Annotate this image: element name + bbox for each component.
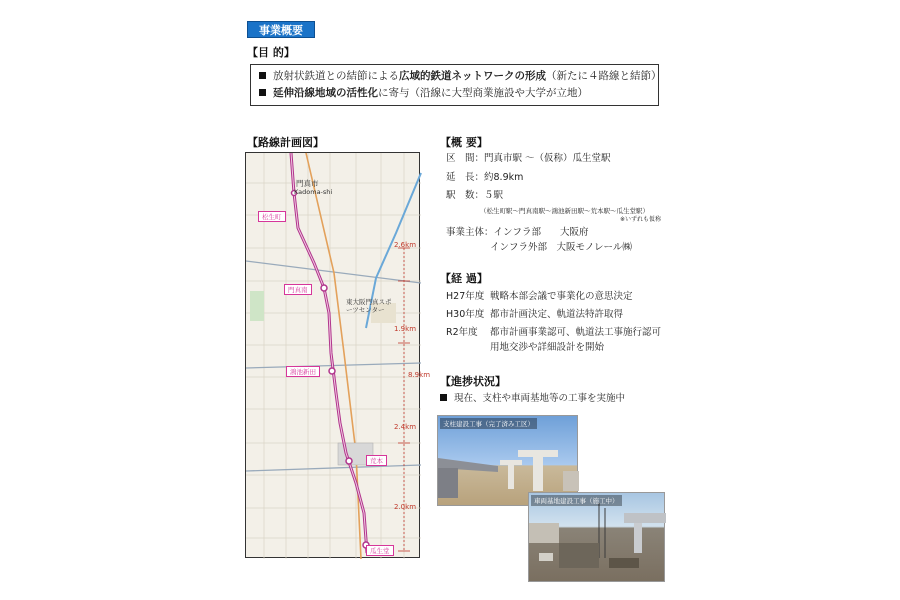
purpose-box	[250, 64, 662, 106]
overview-section: 区 間：門真市駅 ～（仮称）瓜生堂駅	[446, 153, 611, 164]
overview-length: 延 長：約8.9km	[446, 172, 524, 183]
distance-label: 2.0km	[394, 503, 417, 511]
station-label-5: 瓜生堂	[366, 545, 394, 556]
overview-stations-note: ※いずれも仮称	[620, 216, 662, 223]
bullet-square-icon	[259, 72, 266, 79]
history-item: 用地交渉や詳細設計を開始	[490, 342, 605, 353]
purpose-item	[259, 68, 662, 85]
purpose-text: に寄与（沿線に大型商業施設や大学が立地）	[378, 87, 588, 99]
history-item: R2年度 都市計画事業認可、軌道法工事施行認可	[446, 327, 662, 338]
depot-photo-svg	[529, 493, 666, 583]
bullet-square-icon	[440, 394, 447, 401]
photo1-caption: 支柱建設工事（完了済み工区）	[440, 418, 537, 429]
history-item: H30年度 都市計画決定、軌道法特許取得	[446, 309, 624, 320]
station-label-3: 鴻池新田	[286, 366, 320, 377]
distance-label: 2.6km	[394, 241, 417, 249]
purpose-heading: 【目 的】	[247, 46, 295, 59]
distance-label: 2.4km	[394, 423, 417, 431]
section-badge: 事業概要	[247, 21, 315, 38]
history-heading: 【経 過】	[440, 272, 488, 285]
map-heading: 【路線計画図】	[247, 136, 324, 149]
status-heading: 【進捗状況】	[440, 375, 506, 388]
overview-stations-detail: （松生町駅～門真南駅～鴻池新田駅～荒本駅～瓜生堂駅）	[480, 207, 649, 215]
construction-photo-depot	[528, 492, 665, 582]
route-map	[245, 152, 431, 558]
history-item: H27年度 戦略本部会議で事業化の意思決定	[446, 291, 633, 302]
photo2-caption: 車両基地建設工事（施工中）	[531, 495, 622, 506]
purpose-bold: 広域的鉄道ネットワークの形成	[399, 70, 546, 82]
purpose-item	[259, 85, 650, 102]
distance-label: 1.9km	[394, 325, 417, 333]
overview-operator-2: インフラ外部 大阪モノレール㈱	[490, 242, 632, 253]
purpose-text: 放射状鉄道との結節による	[273, 70, 399, 82]
station-label-1: 松生町	[258, 211, 286, 222]
station-label-2: 門真南	[284, 284, 312, 295]
map-park-label: 東大阪門真スポーツセンター	[346, 298, 392, 314]
status-item: 現在、支柱や車両基地等の工事を実施中	[440, 391, 625, 407]
overview-operator: 事業主体：インフラ部 大阪府	[446, 227, 589, 238]
overview-heading: 【概 要】	[440, 136, 488, 149]
distance-total-label: 8.9km	[408, 371, 431, 379]
station-label-4: 荒本	[366, 455, 387, 466]
purpose-bold: 延伸沿線地域の活性化	[273, 87, 378, 99]
purpose-text: （新たに４路線と結節）	[546, 70, 662, 82]
overview-stations: 駅 数：５駅	[446, 190, 504, 201]
bullet-square-icon	[259, 89, 266, 96]
map-city-romaji: Kadoma-shi	[294, 188, 333, 196]
map-city-label: 門真市	[296, 179, 319, 188]
